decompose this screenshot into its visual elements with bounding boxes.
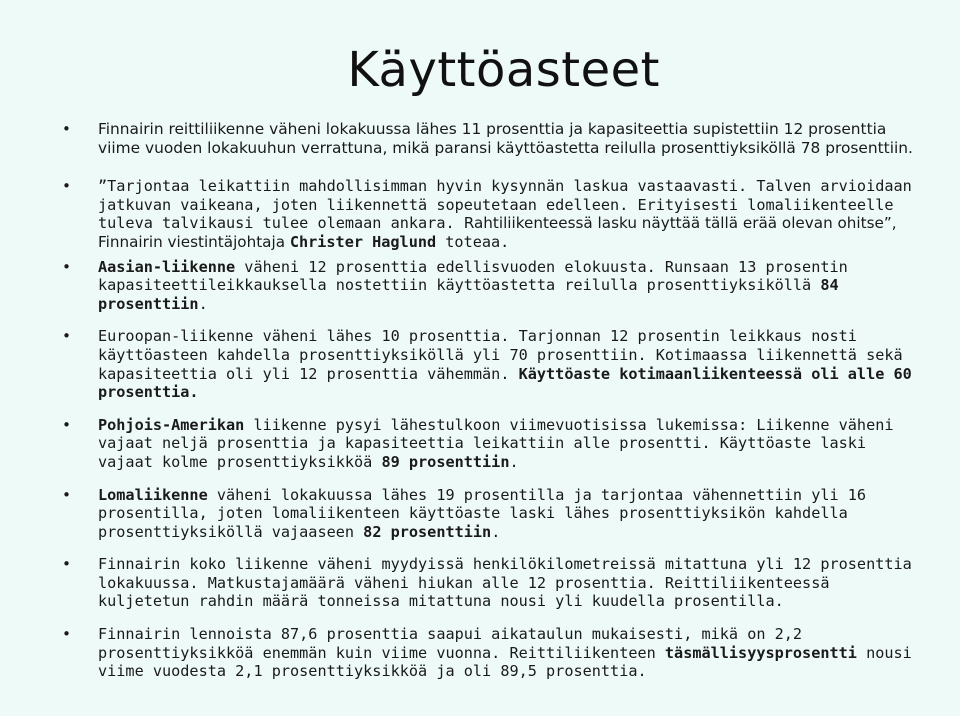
bullet-text: Finnairin reittiliikenne väheni lokakuussa lähes 11 prosenttia ja kapasiteettia supistettiin 12 prosenttia viime vuoden lokakuuhun verrattuna, mikä paransi käyttöastetta reilulla prosenttiyksiköllä 78 prosenttiin. bbox=[98, 120, 913, 157]
bullet-text-strong: 82 prosenttiin bbox=[363, 522, 492, 541]
bullet-item bbox=[62, 120, 922, 157]
bullet-item bbox=[62, 625, 922, 681]
bullet-dot-icon: • bbox=[62, 177, 72, 196]
bullet-text-strong: Käyttöaste kotimaanliikenteessä oli alle 60 prosenttia. bbox=[98, 364, 912, 402]
bullet-dot-icon: • bbox=[62, 625, 72, 644]
bullet-text-strong: 84 prosenttiin bbox=[98, 276, 839, 313]
bullet-dot-icon: • bbox=[62, 555, 72, 574]
bullet-item bbox=[62, 486, 922, 542]
bullet-text: Finnairin koko liikenne väheni myydyissä henkilökilometreissä mitattuna yli 12 prosenttia lokakuussa. Matkustajamäärä väheni hiukan alle 12 prosenttia. Reittiliikenteessä kuljetetun rahdin määrä tonneissa mitattuna nousi yli kuudella prosentilla. bbox=[98, 555, 912, 611]
bullet-dot-icon: • bbox=[62, 327, 72, 346]
bullet-text-strong: Christer Haglund bbox=[289, 232, 437, 251]
bullet-text: . bbox=[509, 452, 519, 471]
bullet-item bbox=[62, 258, 922, 314]
bullet-text-strong: Lomaliikenne bbox=[98, 485, 208, 504]
bullet-text: Rahtiliikenteessä lasku näyttää tällä erää olevan ohitse”, Finnairin viestintäjohtaja bbox=[98, 214, 897, 251]
bullet-item bbox=[62, 555, 922, 611]
bullet-dot-icon: • bbox=[62, 485, 72, 504]
bullet-text: toteaa. bbox=[436, 232, 510, 251]
bullet-text-strong: täsmällisyysprosentti bbox=[664, 643, 857, 662]
bullet-item bbox=[62, 416, 922, 472]
bullet-dot-icon: • bbox=[62, 120, 71, 138]
bullet-text-strong: Aasian-liikenne bbox=[98, 257, 236, 276]
bullet-text: ”Tarjontaa leikattiin mahdollisimman hyvin kysynnän laskua vastaavasti. Talven arvioidaan jatkuvan vaikeana, joten liikennettä sopeutetaan edelleen. Erityisesti lomaliikenteelle tuleva talvikausi tulee olemaan ankara. bbox=[98, 177, 912, 233]
bullet-text-strong: 89 prosenttiin bbox=[381, 452, 510, 471]
bullet-text-strong: Pohjois-Amerikan bbox=[98, 415, 245, 434]
bullet-text: väheni 12 prosenttia edellisvuoden elokuusta. Runsaan 13 prosentin kapasiteettileikkauksella nostettiin käyttöastetta reilulla prosenttiyksiköllä bbox=[98, 257, 848, 295]
bullet-text: . bbox=[491, 522, 501, 541]
bullet-text: väheni lokakuussa lähes 19 prosentilla ja tarjontaa vähennettiin yli 16 prosentilla, joten lomaliikenteen käyttöaste laski lähes prosenttiyksikön kahdella prosenttiyksiköllä vajaaseen bbox=[98, 485, 867, 541]
bullet-item bbox=[62, 177, 922, 251]
bullet-dot-icon: • bbox=[62, 257, 72, 276]
slide-title: Käyttöasteet bbox=[347, 42, 660, 98]
bullet-text: Euroopan-liikenne väheni lähes 10 prosenttia. Tarjonnan 12 prosentin leikkaus nosti käyttöasteen kahdella prosenttiyksiköllä yli 70 prosenttiin. Kotimaassa liikennettä sekä kapasiteettia oli yli 12 prosenttia vähemmän. bbox=[98, 327, 903, 383]
bullet-text: liikenne pysyi lähestulkoon viimevuotisissa lukemissa: Liikenne väheni vajaat neljä prosenttia ja kapasiteettia leikattiin alle prosentti. Käyttöaste laski vajaat kolme prosenttiyksikköä bbox=[98, 415, 894, 471]
bullet-text: nousi viime vuodesta 2,1 prosenttiyksikköä ja oli 89,5 prosenttia. bbox=[98, 643, 912, 681]
bullet-text: Finnairin lennoista 87,6 prosenttia saapui aikataulun mukaisesti, mikä on 2,2 prosenttiyksikköä enemmän kuin viime vuonna. Reittiliikenteen bbox=[98, 625, 803, 662]
bullet-text: . bbox=[198, 294, 208, 313]
bullet-item bbox=[62, 327, 922, 401]
bullet-list bbox=[62, 120, 922, 681]
bullet-dot-icon: • bbox=[62, 415, 72, 434]
